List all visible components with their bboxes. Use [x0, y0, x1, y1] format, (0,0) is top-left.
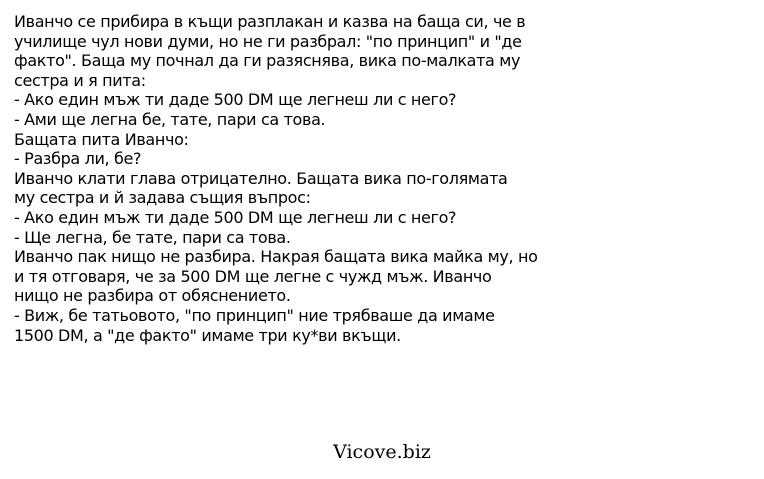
joke-line: - Виж, бе татьовото, "по принцип" ние трябваше да имаме	[14, 305, 495, 325]
joke-line: - Ако един мъж ти даде 500 DM ще легнеш ли с него?	[14, 207, 457, 227]
site-watermark: Vicove.biz	[333, 441, 431, 463]
joke-line: и тя отговаря, че за 500 DM ще легне с чужд мъж. Иванчо	[14, 266, 492, 286]
joke-line: му сестра и й задава същия въпрос:	[14, 188, 311, 208]
joke-line: училище чул нови думи, но не ги разбрал: "по принцип" и "де	[14, 31, 522, 51]
joke-line: - Ще легна, бе тате, пари са това.	[14, 227, 291, 247]
joke-line: Иванчо се прибира в къщи разплакан и казва на баща си, че в	[14, 12, 526, 31]
joke-line: нищо не разбира от обяснението.	[14, 286, 291, 306]
joke-line: Иванчо пак нищо не разбира. Накрая бащата вика майка му, но	[14, 247, 538, 267]
joke-line: 1500 DM, а "де факто" имаме три ку*ви вкъщи.	[14, 325, 401, 345]
joke-line: Иванчо клати глава отрицателно. Бащата вика по-голямата	[14, 168, 508, 188]
joke-line: - Разбра ли, бе?	[14, 149, 142, 169]
joke-text	[14, 12, 754, 345]
joke-line: - Ако един мъж ти даде 500 DM ще легнеш ли с него?	[14, 90, 457, 110]
joke-line: - Ами ще легна бе, тате, пари са това.	[14, 109, 326, 129]
joke-line: сестра и я пита:	[14, 70, 146, 90]
joke-line: Бащата пита Иванчо:	[14, 129, 189, 149]
joke-line: факто". Баща му почнал да ги разяснява, вика по-малката му	[14, 51, 521, 71]
